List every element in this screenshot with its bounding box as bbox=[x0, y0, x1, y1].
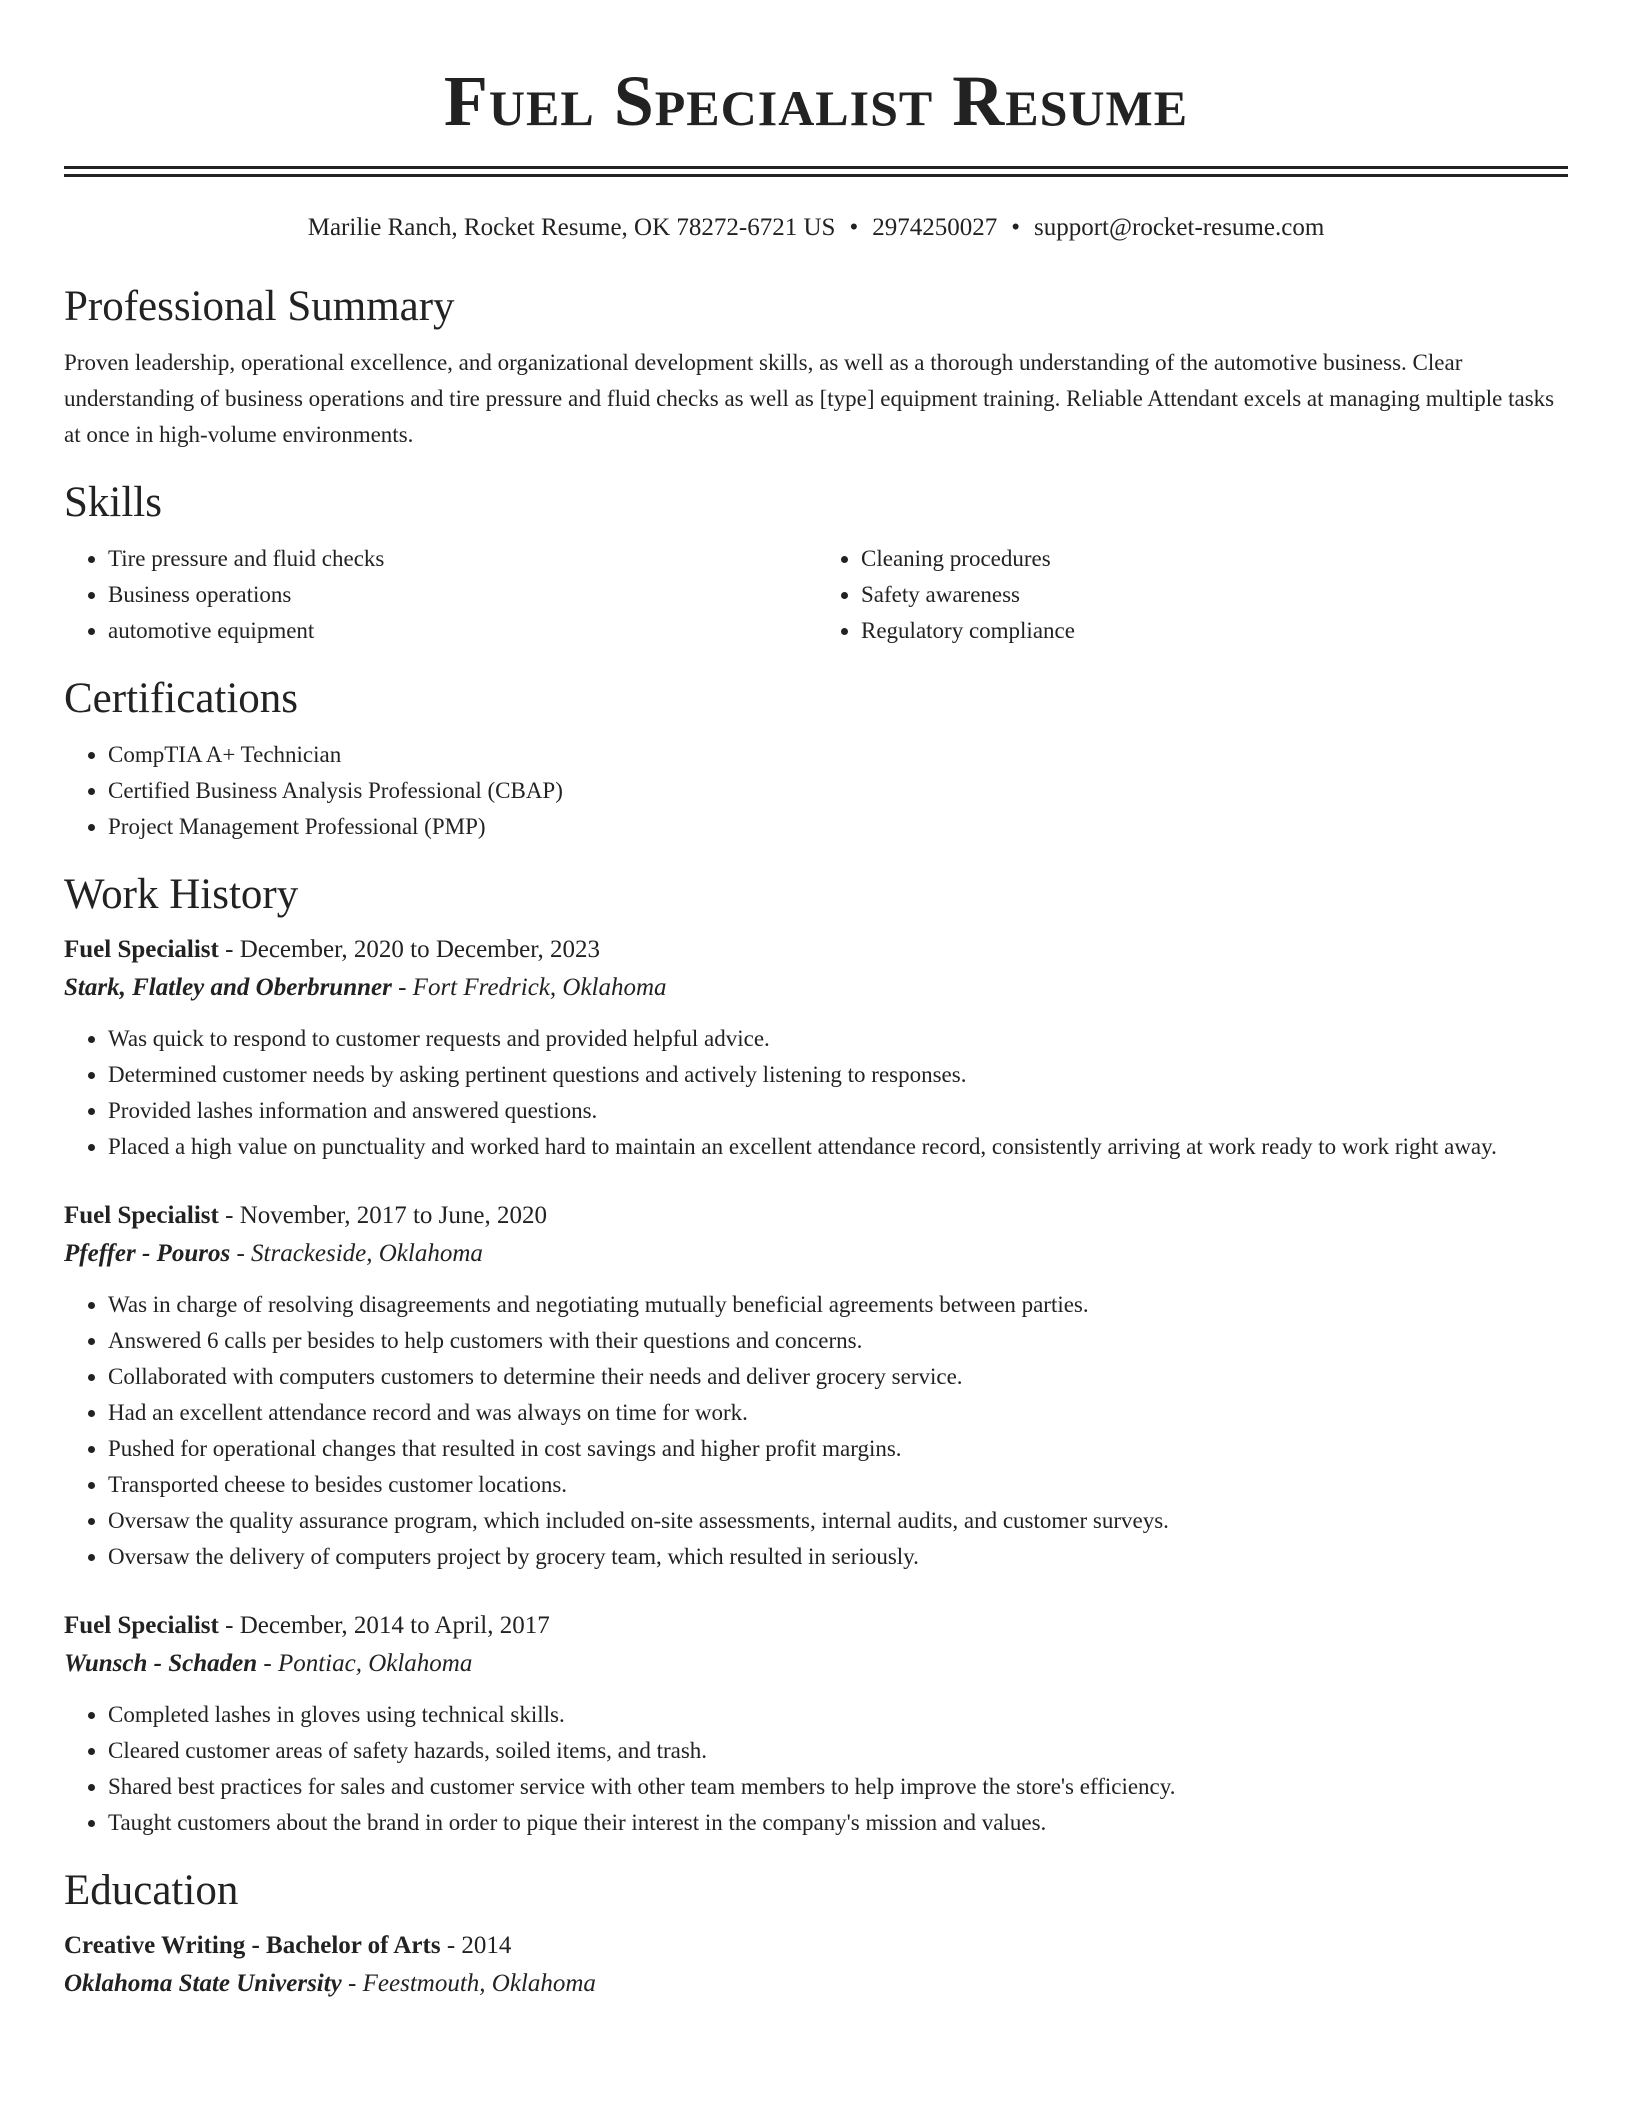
skill-item: • automotive equipment bbox=[108, 613, 815, 649]
skills-list-right bbox=[815, 541, 1568, 649]
contact-email: support@rocket-resume.com bbox=[1033, 214, 1325, 241]
job-entry bbox=[64, 1607, 1568, 1841]
job-bullet: • Pushed for operational changes that resulted in cost savings and higher profit margins. bbox=[108, 1431, 1568, 1467]
job-title-line: Fuel Specialist - November, 2017 to June, 2020 bbox=[64, 1202, 547, 1229]
job-bullet: • Was quick to respond to customer requests and provided helpful advice. bbox=[108, 1021, 1568, 1057]
certifications-list bbox=[64, 737, 1568, 845]
job-bullet: • Determined customer needs by asking pertinent questions and actively listening to responses. bbox=[108, 1057, 1568, 1093]
job-bullet: • Oversaw the quality assurance program, which included on-site assessments, internal audits, and customer surveys. bbox=[108, 1503, 1568, 1539]
job-bullet: • Cleared customer areas of safety hazards, soiled items, and trash. bbox=[108, 1733, 1568, 1769]
job-bullets bbox=[64, 1697, 1568, 1841]
job-bullet: • Collaborated with computers customers to determine their needs and deliver grocery service. bbox=[108, 1359, 1568, 1395]
job-bullet: • Had an excellent attendance record and was always on time for work. bbox=[108, 1395, 1568, 1431]
job-title: Fuel Specialist bbox=[64, 1202, 219, 1229]
resume-title: Fuel Specialist Resume bbox=[443, 61, 1189, 141]
education-degree: Creative Writing - Bachelor of Arts bbox=[64, 1932, 441, 1959]
job-entry bbox=[64, 931, 1568, 1165]
job-company-line: Pfeffer - Pouros - Strackeside, Oklahoma bbox=[64, 1240, 483, 1267]
education-degree-line: Creative Writing - Bachelor of Arts - 2014 bbox=[64, 1932, 512, 1959]
job-bullet: • Was in charge of resolving disagreements and negotiating mutually beneficial agreements between parties. bbox=[108, 1287, 1568, 1323]
certifications-heading: Certifications bbox=[64, 675, 299, 722]
job-dates: November, 2017 to June, 2020 bbox=[239, 1202, 547, 1229]
education-location: Feestmouth, Oklahoma bbox=[362, 1970, 596, 1997]
job-bullet: • Oversaw the delivery of computers project by grocery team, which resulted in seriously. bbox=[108, 1539, 1568, 1575]
education-year: 2014 bbox=[461, 1932, 512, 1959]
contact-line bbox=[64, 211, 1568, 245]
certification-item: • Certified Business Analysis Professional (CBAP) bbox=[108, 773, 1568, 809]
job-title-line: Fuel Specialist - December, 2020 to December, 2023 bbox=[64, 936, 601, 963]
job-company: Pfeffer - Pouros bbox=[64, 1240, 231, 1267]
education-section bbox=[64, 1863, 1568, 2003]
skills-section bbox=[64, 475, 1568, 649]
certification-item: • Project Management Professional (PMP) bbox=[108, 809, 1568, 845]
job-bullets bbox=[64, 1021, 1568, 1165]
contact-separator: • bbox=[849, 214, 859, 241]
education-heading: Education bbox=[64, 1867, 239, 1914]
skill-item: • Regulatory compliance bbox=[861, 613, 1568, 649]
summary-section bbox=[64, 279, 1568, 453]
skills-list-left bbox=[64, 541, 815, 649]
job-dates: December, 2020 to December, 2023 bbox=[239, 936, 601, 963]
job-entry bbox=[64, 1197, 1568, 1575]
job-bullet: • Completed lashes in gloves using technical skills. bbox=[108, 1697, 1568, 1733]
job-bullet: • Placed a high value on punctuality and worked hard to maintain an excellent attendance record, consistently arriving at work ready to work right away. bbox=[108, 1129, 1568, 1165]
job-location: Fort Fredrick, Oklahoma bbox=[412, 974, 667, 1001]
skill-item: • Tire pressure and fluid checks bbox=[108, 541, 815, 577]
job-title: Fuel Specialist bbox=[64, 936, 219, 963]
skill-item: • Cleaning procedures bbox=[861, 541, 1568, 577]
job-bullets bbox=[64, 1287, 1568, 1575]
skills-heading: Skills bbox=[64, 479, 162, 526]
summary-text: Proven leadership, operational excellence, and organizational development skills, as well as a thorough understanding of the automotive business. Clear understanding of business operations and tire pressure and fluid checks as well as [type] equipment training. Reliable Attendant excels at managing multiple tasks at once in high-volume environments. bbox=[64, 350, 1555, 447]
contact-phone: 2974250027 bbox=[872, 214, 998, 241]
skill-item: • Safety awareness bbox=[861, 577, 1568, 613]
education-school: Oklahoma State University bbox=[64, 1970, 342, 1997]
certifications-section bbox=[64, 671, 1568, 845]
job-bullet: • Shared best practices for sales and customer service with other team members to help improve the store's efficiency. bbox=[108, 1769, 1568, 1805]
work-heading: Work History bbox=[64, 871, 299, 918]
job-bullet: • Taught customers about the brand in order to pique their interest in the company's mission and values. bbox=[108, 1805, 1568, 1841]
job-location: Strackeside, Oklahoma bbox=[251, 1240, 483, 1267]
job-bullet: • Answered 6 calls per besides to help customers with their questions and concerns. bbox=[108, 1323, 1568, 1359]
job-location: Pontiac, Oklahoma bbox=[277, 1650, 473, 1677]
job-title: Fuel Specialist bbox=[64, 1612, 219, 1639]
skills-columns bbox=[64, 541, 1568, 649]
education-entry bbox=[64, 1927, 1568, 2003]
job-bullet: • Provided lashes information and answered questions. bbox=[108, 1093, 1568, 1129]
education-school-line: Oklahoma State University - Feestmouth, Oklahoma bbox=[64, 1970, 596, 1997]
job-bullet: • Transported cheese to besides customer locations. bbox=[108, 1467, 1568, 1503]
title-double-rule bbox=[64, 166, 1568, 177]
certification-item: • CompTIA A+ Technician bbox=[108, 737, 1568, 773]
summary-heading: Professional Summary bbox=[64, 283, 455, 330]
job-dates: December, 2014 to April, 2017 bbox=[239, 1612, 550, 1639]
job-company: Wunsch - Schaden bbox=[64, 1650, 258, 1677]
job-company-line: Wunsch - Schaden - Pontiac, Oklahoma bbox=[64, 1650, 473, 1677]
skill-item: • Business operations bbox=[108, 577, 815, 613]
job-company-line: Stark, Flatley and Oberbrunner - Fort Fredrick, Oklahoma bbox=[64, 974, 667, 1001]
contact-separator: • bbox=[1011, 214, 1020, 241]
work-section bbox=[64, 867, 1568, 1841]
job-title-line: Fuel Specialist - December, 2014 to April, 2017 bbox=[64, 1612, 550, 1639]
contact-address: Marilie Ranch, Rocket Resume, OK 78272-6721 US bbox=[307, 214, 836, 241]
job-company: Stark, Flatley and Oberbrunner bbox=[64, 974, 392, 1001]
